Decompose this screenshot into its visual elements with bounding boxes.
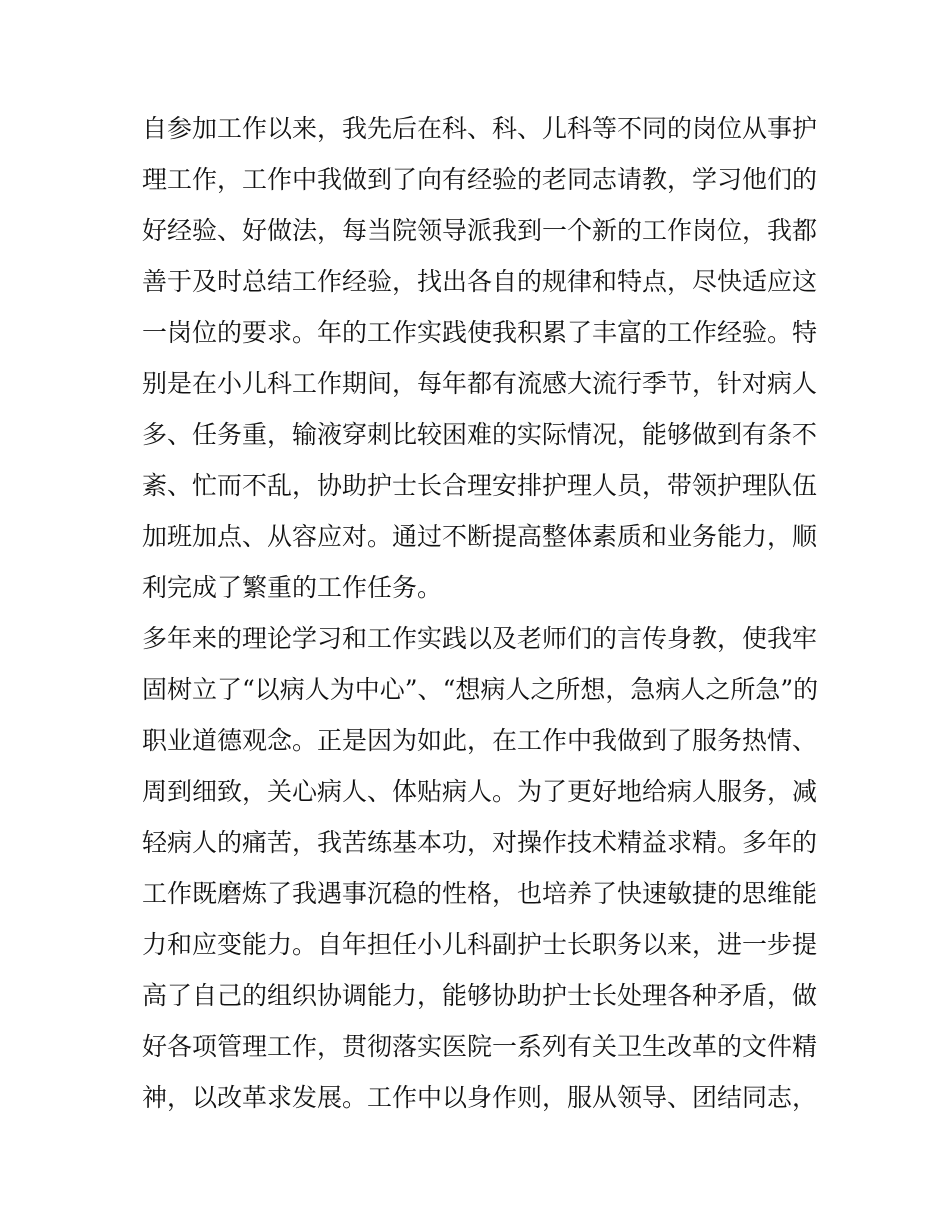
text-line-17: 力和应变能力。自年担任小儿科副护士长职务以来，进一步提 — [142, 930, 818, 959]
text-line-20: 神，以改革求发展。工作中以身作则，服从领导、团结同志， — [142, 1083, 818, 1112]
text-line-15: 轻病人的痛苦，我苦练基本功，对操作技术精益求精。多年的 — [142, 828, 818, 857]
text-line-5: 一岗位的要求。年的工作实践使我积累了丰富的工作经验。特 — [142, 318, 818, 347]
text-line-14: 周到细致，关心病人、体贴病人。为了更好地给病人服务，减 — [142, 777, 818, 806]
text-line-9: 加班加点、从容应对。通过不断提高整体素质和业务能力，顺 — [142, 522, 818, 551]
text-line-19: 好各项管理工作，贯彻落实医院一系列有关卫生改革的文件精 — [142, 1032, 818, 1061]
text-line-13: 职业道德观念。正是因为如此，在工作中我做到了服务热情、 — [142, 726, 818, 755]
text-line-11: 多年来的理论学习和工作实践以及老师们的言传身教，使我牢 — [142, 624, 818, 653]
text-line-7: 多、任务重，输液穿刺比较困难的实际情况，能够做到有条不 — [142, 420, 818, 449]
text-line-16: 工作既磨炼了我遇事沉稳的性格，也培养了快速敏捷的思维能 — [142, 879, 818, 908]
text-line-18: 高了自己的组织协调能力，能够协助护士长处理各种矛盾，做 — [142, 981, 818, 1010]
text-line-2: 理工作，工作中我做到了向有经验的老同志请教，学习他们的 — [142, 165, 818, 194]
text-line-6: 别是在小儿科工作期间，每年都有流感大流行季节，针对病人 — [142, 369, 818, 398]
text-line-4: 善于及时总结工作经验，找出各自的规律和特点，尽快适应这 — [142, 267, 818, 296]
text-line-12: 固树立了“以病人为中心”、“想病人之所想，急病人之所急”的 — [142, 675, 819, 704]
text-line-10: 利完成了繁重的工作任务。 — [142, 573, 443, 602]
text-line-1: 自参加工作以来，我先后在科、科、儿科等不同的岗位从事护 — [142, 114, 818, 143]
text-line-3: 好经验、好做法，每当院领导派我到一个新的工作岗位，我都 — [142, 216, 818, 245]
text-line-8: 紊、忙而不乱，协助护士长合理安排护理人员，带领护理队伍 — [142, 471, 818, 500]
